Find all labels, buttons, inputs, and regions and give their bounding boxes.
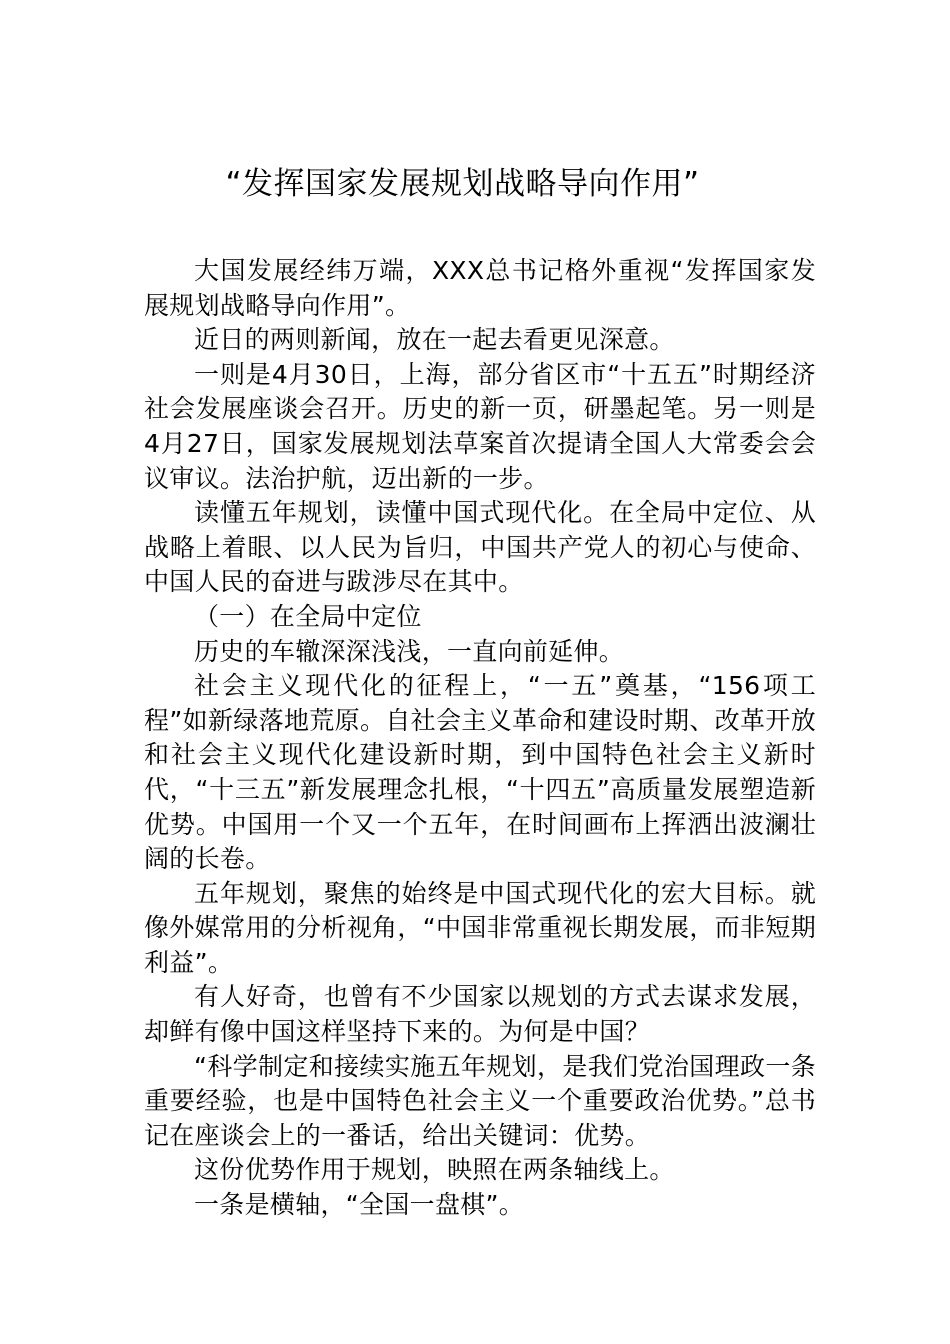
paragraph-2: 近日的两则新闻，放在一起去看更见深意。 — [194, 325, 675, 355]
paragraph-7: 五年规划，聚焦的始终是中国式现代化的宏大目标。就像外媒常用的分析视角，“中国非常重视长期发展，而非短期利益”。 — [144, 878, 816, 977]
paragraph-3: 一则是4月30日，上海，部分省区市“十五五”时期经济社会发展座谈会召开。历史的新一页，研墨起笔。另一则是4月27日，国家发展规划法草案首次提请全国人大常委会会议审议。法治护航，迈出新的一步。 — [144, 359, 816, 493]
document-body — [144, 254, 816, 1223]
document-title: “发挥国家发展规划战略导向作用” — [225, 166, 700, 202]
paragraph-5: 历史的车辙深深浅浅，一直向前延伸。 — [194, 636, 625, 666]
paragraph-4: 读懂五年规划，读懂中国式现代化。在全局中定位、从战略上着眼、以人民为旨归，中国共产党人的初心与使命、中国人民的奋进与跋涉尽在其中。 — [144, 498, 816, 597]
paragraph-6: 社会主义现代化的征程上，“一五”奠基，“156项工程”如新绿落地荒原。自社会主义革命和建设时期、改革开放和社会主义现代化建设新时期，到中国特色社会主义新时代，“十三五”新发展理念扎根，“十四五”高质量发展塑造新优势。中国用一个又一个五年，在时间画布上挥洒出波澜壮阔的长卷。 — [144, 671, 816, 874]
paragraph-10: 这份优势作用于规划，映照在两条轴线上。 — [194, 1155, 675, 1185]
paragraph-1: 大国发展经纬万端，XXX总书记格外重视“发挥国家发展规划战略导向作用”。 — [144, 256, 816, 320]
section-heading: （一）在全局中定位 — [194, 601, 422, 631]
paragraph-9: “科学制定和接续实施五年规划，是我们党治国理政一条重要经验，也是中国特色社会主义一个重要政治优势。”总书记在座谈会上的一番话，给出关键词：优势。 — [144, 1051, 816, 1150]
paragraph-8: 有人好奇，也曾有不少国家以规划的方式去谋求发展，却鲜有像中国这样坚持下来的。为何是中国？ — [144, 982, 816, 1047]
paragraph-11: 一条是横轴，“全国一盘棋”。 — [194, 1190, 525, 1220]
